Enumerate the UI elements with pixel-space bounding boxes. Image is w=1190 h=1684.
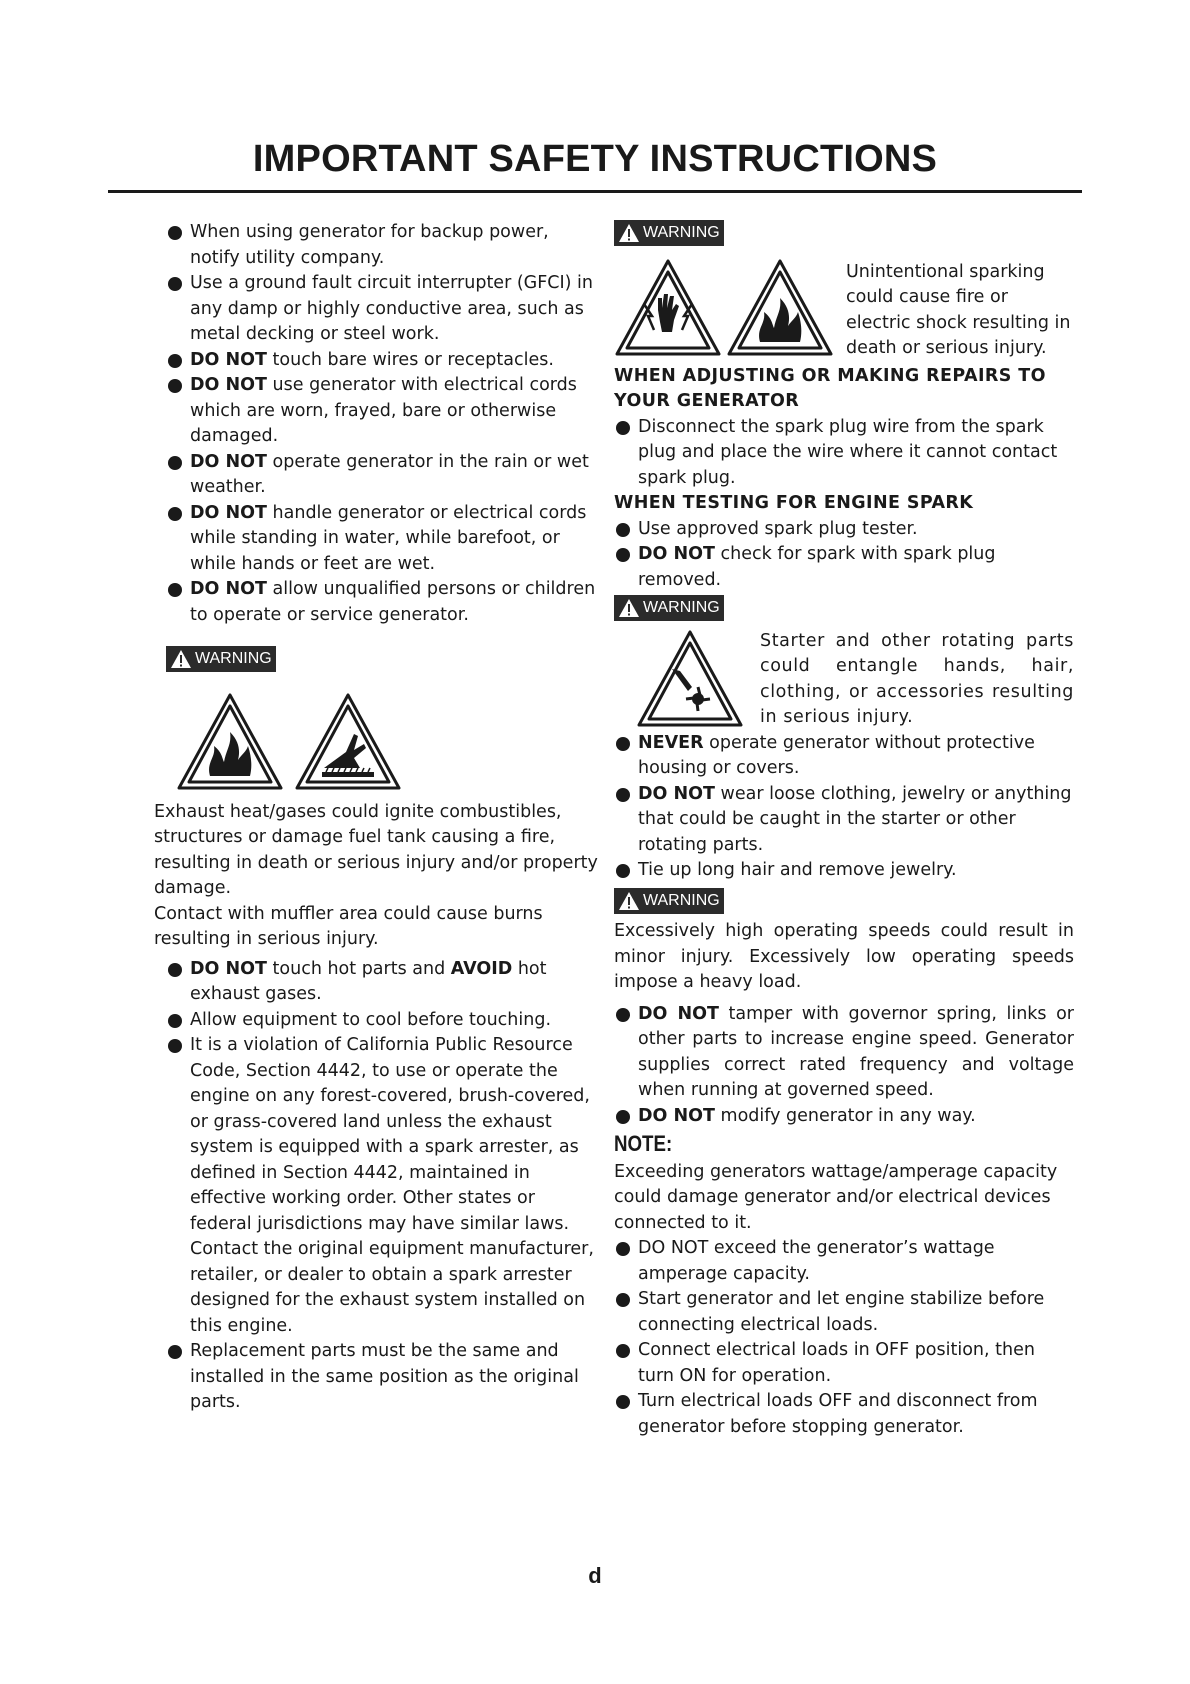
page-marker: d [588, 1563, 602, 1588]
warning-badge-rotating [614, 595, 1074, 627]
electric-shock-icon [614, 258, 722, 358]
warning-label: WARNING [643, 891, 720, 909]
list-item: DO NOT check for spark with spark plug removed. [614, 542, 1074, 593]
list-item: NEVER operate generator without protective housing or covers. [614, 731, 1074, 782]
list-item: DO NOT wear loose clothing, jewelry or anything that could be caught in the starter or other rotating parts. [614, 782, 1074, 859]
list-item: Disconnect the spark plug wire from the spark plug and place the wire where it cannot contact spark plug. [614, 415, 1074, 492]
list-item: DO NOT tamper with governor spring, links or other parts to increase engine speed. Generator supplies correct rated frequency and voltage when running at governed speed. [614, 1002, 1074, 1104]
left-bullets-2 [166, 957, 601, 1416]
list-item: Use approved spark plug tester. [614, 517, 1074, 543]
list-item: It is a violation of California Public Resource Code, Section 4442, to use or operate the engine on any forest-covered, brush-covered, or grass-covered land unless the exhaust system is equipped with a spark arrester, as defined in Section 4442, maintained in effective working order. Other states or federal jurisdictions may have similar laws. Contact the original equipment manufacturer, retailer, or dealer to obtain a spark arrester designed for the exhaust system installed on this engine. [166, 1033, 601, 1339]
list-item: Allow equipment to cool before touching. [166, 1008, 601, 1034]
warning-label: WARNING [195, 650, 272, 667]
list-item: Start generator and let engine stabilize before connecting electrical loads. [614, 1287, 1074, 1338]
list-item: DO NOT use generator with electrical cords which are worn, frayed, bare or otherwise damaged. [166, 373, 601, 450]
hot-surface-icon [294, 692, 402, 792]
list-item: When using generator for backup power, notify utility company. [166, 220, 601, 271]
spark-description: Unintentional sparking could cause fire or electric shock resulting in death or serious injury. [846, 261, 1071, 358]
entanglement-hazard-icon [636, 629, 744, 729]
spark-hazard-icons [614, 254, 834, 362]
right-column [614, 220, 1074, 1440]
list-item: Use a ground fault circuit interrupter (GFCI) in any damp or highly conductive area, such as metal decking or steel work. [166, 271, 601, 348]
hazard-icons-exhaust [166, 692, 601, 792]
list-item: Replacement parts must be the same and installed in the same position as the original parts. [166, 1339, 601, 1416]
section-heading-repairs: WHEN ADJUSTING OR MAKING REPAIRS TO YOUR GENERATOR [614, 365, 1046, 411]
speed-description: Excessively high operating speeds could result in minor injury. Excessively low operating speeds impose a heavy load. [614, 921, 1074, 992]
speed-bullets [614, 1002, 1074, 1130]
list-item: DO NOT exceed the generator’s wattage amperage capacity. [614, 1236, 1074, 1287]
exhaust-description: Exhaust heat/gases could ignite combustibles, structures or damage fuel tank causing a fire, resulting in death or serious injury and/or property damage. Contact with muffler area could cause burns resulting in serious injury. [154, 801, 598, 949]
note-bullets [614, 1236, 1074, 1440]
list-item: DO NOT allow unqualified persons or children to operate or service generator. [166, 577, 601, 628]
warning-triangle-icon [618, 223, 640, 243]
left-column [154, 220, 601, 1416]
fire-hazard-icon [176, 692, 284, 792]
list-item: Connect electrical loads in OFF position, then turn ON for operation. [614, 1338, 1074, 1389]
repair-bullets [614, 415, 1074, 492]
warning-triangle-icon [618, 598, 640, 618]
list-item: DO NOT operate generator in the rain or wet weather. [166, 450, 601, 501]
list-item: DO NOT touch hot parts and AVOID hot exhaust gases. [166, 957, 601, 1008]
warning-triangle-icon [170, 649, 192, 669]
warning-badge-speed [614, 888, 1074, 920]
list-item: DO NOT modify generator in any way. [614, 1104, 1074, 1130]
warning-triangle-icon [618, 891, 640, 911]
section-heading-spark-test: WHEN TESTING FOR ENGINE SPARK [614, 493, 974, 513]
left-bullets-1 [166, 220, 601, 628]
title-rule [108, 190, 1082, 193]
rotating-description: Starter and other rotating parts could entangle hands, hair, clothing, or accessories resulting in serious injury. [760, 630, 1074, 727]
warning-label: WARNING [643, 599, 720, 616]
warning-badge-exhaust [166, 646, 601, 678]
list-item: DO NOT touch bare wires or receptacles. [166, 348, 601, 374]
warning-badge-spark [614, 220, 1074, 252]
spark-test-bullets [614, 517, 1074, 594]
list-item: Turn electrical loads OFF and disconnect from generator before stopping generator. [614, 1389, 1074, 1440]
note-description: Exceeding generators wattage/amperage capacity could damage generator and/or electrical devices connected to it. [614, 1161, 1058, 1233]
spark-warning-block [614, 254, 1074, 362]
list-item: Tie up long hair and remove jewelry. [614, 858, 1074, 884]
list-item: DO NOT handle generator or electrical cords while standing in water, while barefoot, or while hands or feet are wet. [166, 501, 601, 578]
note-heading: NOTE: [614, 1131, 673, 1156]
fire-hazard-icon [726, 258, 834, 358]
rotating-warning-block [614, 629, 1074, 731]
page-title: IMPORTANT SAFETY INSTRUCTIONS [252, 138, 938, 180]
rotating-bullets [614, 731, 1074, 884]
warning-label: WARNING [643, 224, 720, 241]
